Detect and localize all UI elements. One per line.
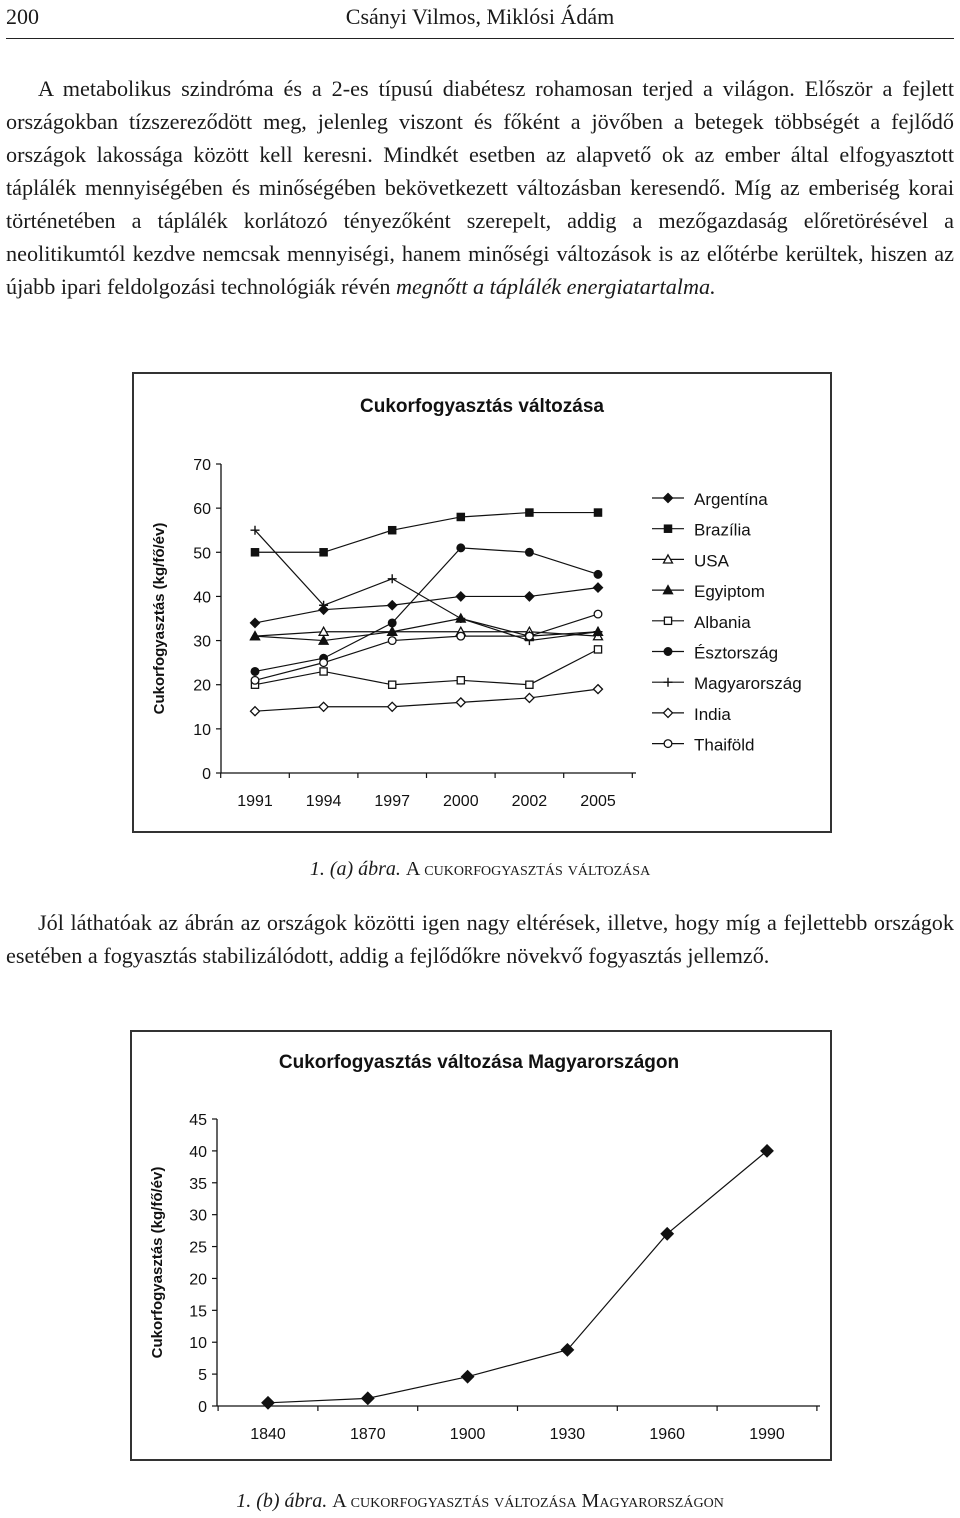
page-number: 200 bbox=[6, 4, 39, 29]
running-title: Csányi Vilmos, Miklósi Ádám bbox=[345, 4, 615, 29]
data-point bbox=[251, 618, 260, 627]
data-point bbox=[525, 592, 534, 601]
y-tick-label: 15 bbox=[189, 1303, 207, 1321]
y-tick-label: 45 bbox=[189, 1112, 207, 1129]
legend-label: Brazília bbox=[694, 520, 751, 540]
y-tick-label: 10 bbox=[193, 721, 211, 739]
data-point bbox=[594, 509, 601, 516]
chart-frame-a bbox=[132, 372, 832, 833]
data-point bbox=[388, 702, 397, 711]
series-line bbox=[255, 513, 598, 553]
data-point bbox=[456, 592, 465, 601]
x-tick-label: 1994 bbox=[305, 793, 342, 810]
legend-label: Argentína bbox=[694, 490, 768, 509]
y-tick-label: 30 bbox=[189, 1207, 207, 1225]
x-tick-label: 1997 bbox=[374, 793, 410, 810]
x-tick-label: 1900 bbox=[449, 1426, 486, 1443]
y-axis-label: Cukorfogyasztás (kg/fő/év) bbox=[149, 1166, 166, 1359]
data-point bbox=[594, 583, 603, 592]
x-tick-label: 1990 bbox=[749, 1426, 785, 1443]
y-tick-label: 10 bbox=[189, 1335, 207, 1353]
paragraph-2 bbox=[6, 906, 954, 972]
x-tick-label: 1930 bbox=[549, 1426, 586, 1443]
data-point bbox=[389, 527, 396, 534]
data-point bbox=[594, 610, 602, 618]
series-line bbox=[255, 614, 598, 680]
data-point bbox=[262, 1397, 274, 1409]
data-point bbox=[388, 601, 397, 610]
y-tick-label: 0 bbox=[202, 766, 211, 783]
data-point bbox=[251, 676, 259, 684]
legend-label: Albania bbox=[694, 612, 751, 632]
data-point bbox=[319, 702, 328, 711]
caption-a-label: 1. (a) ábra. bbox=[309, 858, 401, 880]
caption-a bbox=[0, 858, 960, 881]
legend-label: Thaiföld bbox=[694, 735, 755, 755]
data-point bbox=[526, 548, 534, 556]
x-tick-label: 1960 bbox=[649, 1426, 685, 1443]
legend-label: Észtország bbox=[694, 643, 779, 663]
legend-marker bbox=[664, 525, 671, 532]
data-point bbox=[526, 632, 534, 640]
y-tick-label: 70 bbox=[193, 457, 211, 474]
y-tick-label: 20 bbox=[189, 1271, 207, 1289]
data-point bbox=[251, 707, 260, 716]
data-point bbox=[526, 509, 533, 516]
y-tick-label: 50 bbox=[193, 545, 211, 563]
data-point bbox=[594, 685, 603, 694]
paragraph-2-text: Jól láthatóak az ábrán az országok közötti igen nagy eltérések, illetve, hogy míg a fejlettebb országok esetében a fogyasztás stabilizálódott, addig a fejlődőkre növekvő fogyasztás jellemző. bbox=[6, 910, 954, 968]
chart-frame-b bbox=[130, 1030, 832, 1461]
paragraph-1 bbox=[6, 72, 954, 303]
caption-b-label: 1. (b) ábra. bbox=[236, 1490, 328, 1512]
legend-marker bbox=[664, 617, 671, 624]
data-point bbox=[388, 574, 397, 583]
data-point bbox=[320, 668, 327, 675]
data-point bbox=[251, 549, 258, 556]
data-point bbox=[456, 698, 465, 707]
data-point bbox=[457, 544, 465, 552]
legend-label: Egyiptom bbox=[694, 582, 765, 602]
data-point bbox=[388, 637, 396, 645]
data-point bbox=[457, 632, 465, 640]
data-point bbox=[594, 571, 602, 579]
x-tick-label: 2002 bbox=[511, 793, 548, 810]
data-point bbox=[526, 681, 533, 688]
data-point bbox=[251, 668, 259, 676]
series-line bbox=[255, 548, 598, 672]
y-axis-label: Cukorfogyasztás (kg/fő/év) bbox=[151, 522, 168, 715]
x-tick-label: 1870 bbox=[350, 1426, 386, 1443]
x-tick-label: 1991 bbox=[237, 793, 273, 810]
legend-label: India bbox=[694, 704, 731, 724]
caption-b bbox=[0, 1490, 960, 1513]
series-line bbox=[255, 619, 598, 641]
data-point bbox=[320, 659, 328, 667]
y-tick-label: 25 bbox=[189, 1239, 207, 1257]
y-tick-label: 5 bbox=[198, 1367, 207, 1385]
y-tick-label: 40 bbox=[193, 589, 211, 607]
legend-marker bbox=[664, 740, 672, 748]
series-line bbox=[255, 689, 598, 711]
series-line bbox=[255, 588, 598, 623]
legend-label: Magyarország bbox=[694, 674, 802, 694]
paragraph-1-emphasis: megnőtt a táplálék energiatartalma. bbox=[396, 274, 716, 299]
caption-a-text: A cukorfogyasztás változása bbox=[405, 858, 651, 880]
y-tick-label: 30 bbox=[193, 633, 211, 651]
caption-b-text: A cukorfogyasztás változása Magyarországon bbox=[332, 1490, 724, 1512]
chart-title: Cukorfogyasztás változása bbox=[360, 396, 604, 417]
data-point bbox=[594, 646, 601, 653]
data-point bbox=[457, 677, 464, 684]
data-point bbox=[462, 1371, 474, 1383]
x-tick-label: 1840 bbox=[250, 1426, 286, 1443]
y-tick-label: 60 bbox=[193, 501, 211, 519]
data-point bbox=[320, 549, 327, 556]
y-tick-label: 0 bbox=[198, 1399, 207, 1416]
legend-marker bbox=[664, 678, 673, 687]
y-tick-label: 40 bbox=[189, 1143, 207, 1161]
chart-a bbox=[134, 374, 830, 831]
series-line bbox=[268, 1151, 767, 1403]
data-point bbox=[525, 693, 534, 702]
y-tick-label: 35 bbox=[189, 1175, 207, 1193]
y-tick-label: 20 bbox=[193, 677, 211, 695]
paragraph-1-text: A metabolikus szindróma és a 2-es típusú diabétesz rohamosan terjed a világon. Először a fejlett országokban tízszereződött meg, jelenleg viszont és főként a jövőben a betegek többségét a fejlődő országok lakossága között kell keresni. Mindkét esetben az alapvető ok az ember által elfogyasztott táplálék mennyiségében és minőségében bekövetkezett változásban keresendő. Míg az emberiség korai történetében a táplálék korlátozó tényezőként szerepelt, addig a mezőgazdaság előretörésével a neolitikumtól kezdve nemcsak mennyiségi, hanem minőségi változások is az előtérbe kerültek, hiszen az újabb ipari feldolgozási technológiák révén bbox=[6, 76, 954, 299]
x-tick-label: 2005 bbox=[580, 793, 616, 810]
data-point bbox=[362, 1392, 374, 1404]
legend-marker bbox=[664, 494, 673, 503]
data-point bbox=[388, 619, 396, 627]
legend-label: USA bbox=[694, 551, 729, 571]
chart-b bbox=[132, 1032, 830, 1459]
data-point bbox=[457, 513, 464, 520]
page-header bbox=[6, 0, 954, 39]
legend-marker bbox=[664, 708, 673, 717]
x-tick-label: 2000 bbox=[443, 793, 479, 810]
legend-marker bbox=[664, 648, 672, 656]
data-point bbox=[389, 681, 396, 688]
chart-title: Cukorfogyasztás változása Magyarországon bbox=[278, 1052, 680, 1073]
